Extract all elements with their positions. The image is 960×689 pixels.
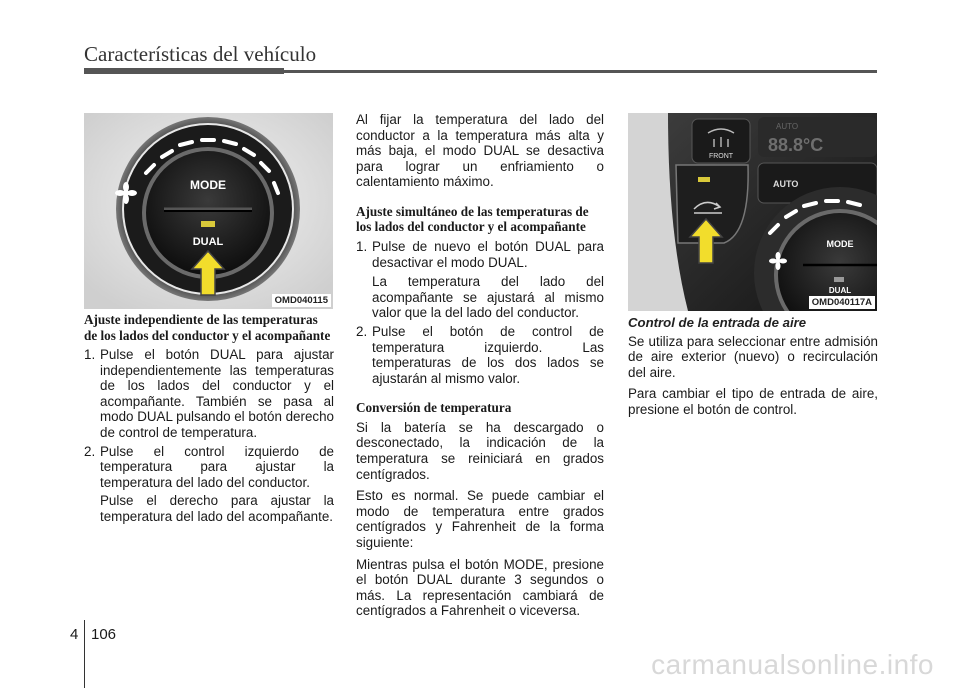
page-number: 106 bbox=[91, 626, 117, 643]
dual-knob-illustration bbox=[84, 113, 333, 309]
list-item: 2. Pulse el control izquierdo de temperatura para ajustar la temperatura del lado del conductor. bbox=[84, 443, 334, 490]
header-rule bbox=[84, 70, 877, 73]
watermark: carmanualsonline.info bbox=[651, 649, 934, 680]
paragraph: Si la batería se ha descargado o desconectado, la indicación de la temperatura se reiniciará en grados centígrados. bbox=[356, 419, 604, 482]
auto-label: AUTO bbox=[773, 179, 799, 189]
paragraph: Esto es normal. Se puede cambiar el modo de temperatura entre grados centígrados y Fahrenheit de la forma siguiente: bbox=[356, 488, 604, 550]
page-header-title: Características del vehículo bbox=[84, 42, 317, 66]
paragraph: Al fijar la temperatura del lado del conductor a la temperatura más alta y más baja, el modo DUAL se desactiva para lograr un enfriamiento o calentamiento máximo. bbox=[356, 112, 604, 190]
paragraph: Pulse el derecho para ajustar la temperatura del lado del acompañante. bbox=[100, 493, 334, 524]
dual-label: DUAL bbox=[192, 236, 224, 248]
section-number: 4 bbox=[70, 626, 79, 643]
mode-label: MODE bbox=[190, 178, 226, 192]
list-item: 2. Pulse el botón de control de temperatura izquierdo. Las temperaturas de los dos lados se ajustarán al mismo valor. bbox=[356, 323, 604, 386]
section-heading-independent: Ajuste independiente de las temperaturas de los lados del conductor y el acompañante bbox=[84, 312, 331, 343]
mode-label: MODE bbox=[826, 239, 854, 249]
svg-text:88.8°C: 88.8°C bbox=[768, 135, 824, 155]
air-intake-panel-illustration bbox=[628, 113, 877, 311]
paragraph: Para cambiar el tipo de entrada de aire, presione el botón de control. bbox=[628, 386, 878, 417]
section-heading-air-intake: Control de la entrada de aire bbox=[628, 315, 807, 330]
figure-dual-knob bbox=[84, 113, 333, 309]
figure-caption: OMD040115 bbox=[272, 294, 331, 307]
section-heading-conversion: Conversión de temperatura bbox=[356, 400, 512, 416]
column-1 bbox=[84, 312, 334, 531]
list-item: 1. Pulse el botón DUAL para ajustar independientemente las temperaturas de los lados del conductor y el acompañante. También se pasa al modo DUAL pulsando el botón derecho de control de temperatura. bbox=[84, 347, 334, 440]
air-intake-indicator bbox=[698, 177, 710, 182]
dual-indicator-light bbox=[201, 221, 215, 227]
paragraph: Mientras pulsa el botón MODE, presione el botón DUAL durante 3 segundos o más. La representación cambiará de centígrados a Fahrenheit o viceversa. bbox=[356, 556, 604, 619]
column-3 bbox=[628, 315, 878, 424]
front-label: FRONT bbox=[708, 153, 734, 160]
footer-rule bbox=[84, 620, 85, 688]
column-2 bbox=[356, 112, 604, 625]
dual-label: DUAL bbox=[828, 286, 852, 295]
list-item: 1. Pulse de nuevo el botón DUAL para desactivar el modo DUAL. La temperatura del lado del acompañante se ajustará al mismo valor que la del lado del conductor. bbox=[356, 238, 604, 321]
figure-air-intake-panel bbox=[628, 113, 877, 311]
svg-text:AUTO: AUTO bbox=[776, 122, 799, 131]
figure-caption: OMD040117A bbox=[809, 296, 875, 309]
paragraph: Se utiliza para seleccionar entre admisión de aire exterior (nuevo) o recirculación del aire. bbox=[628, 333, 878, 380]
section-heading-simultaneous: Ajuste simultáneo de las temperaturas de los lados del conductor y el acompañante bbox=[356, 203, 589, 235]
